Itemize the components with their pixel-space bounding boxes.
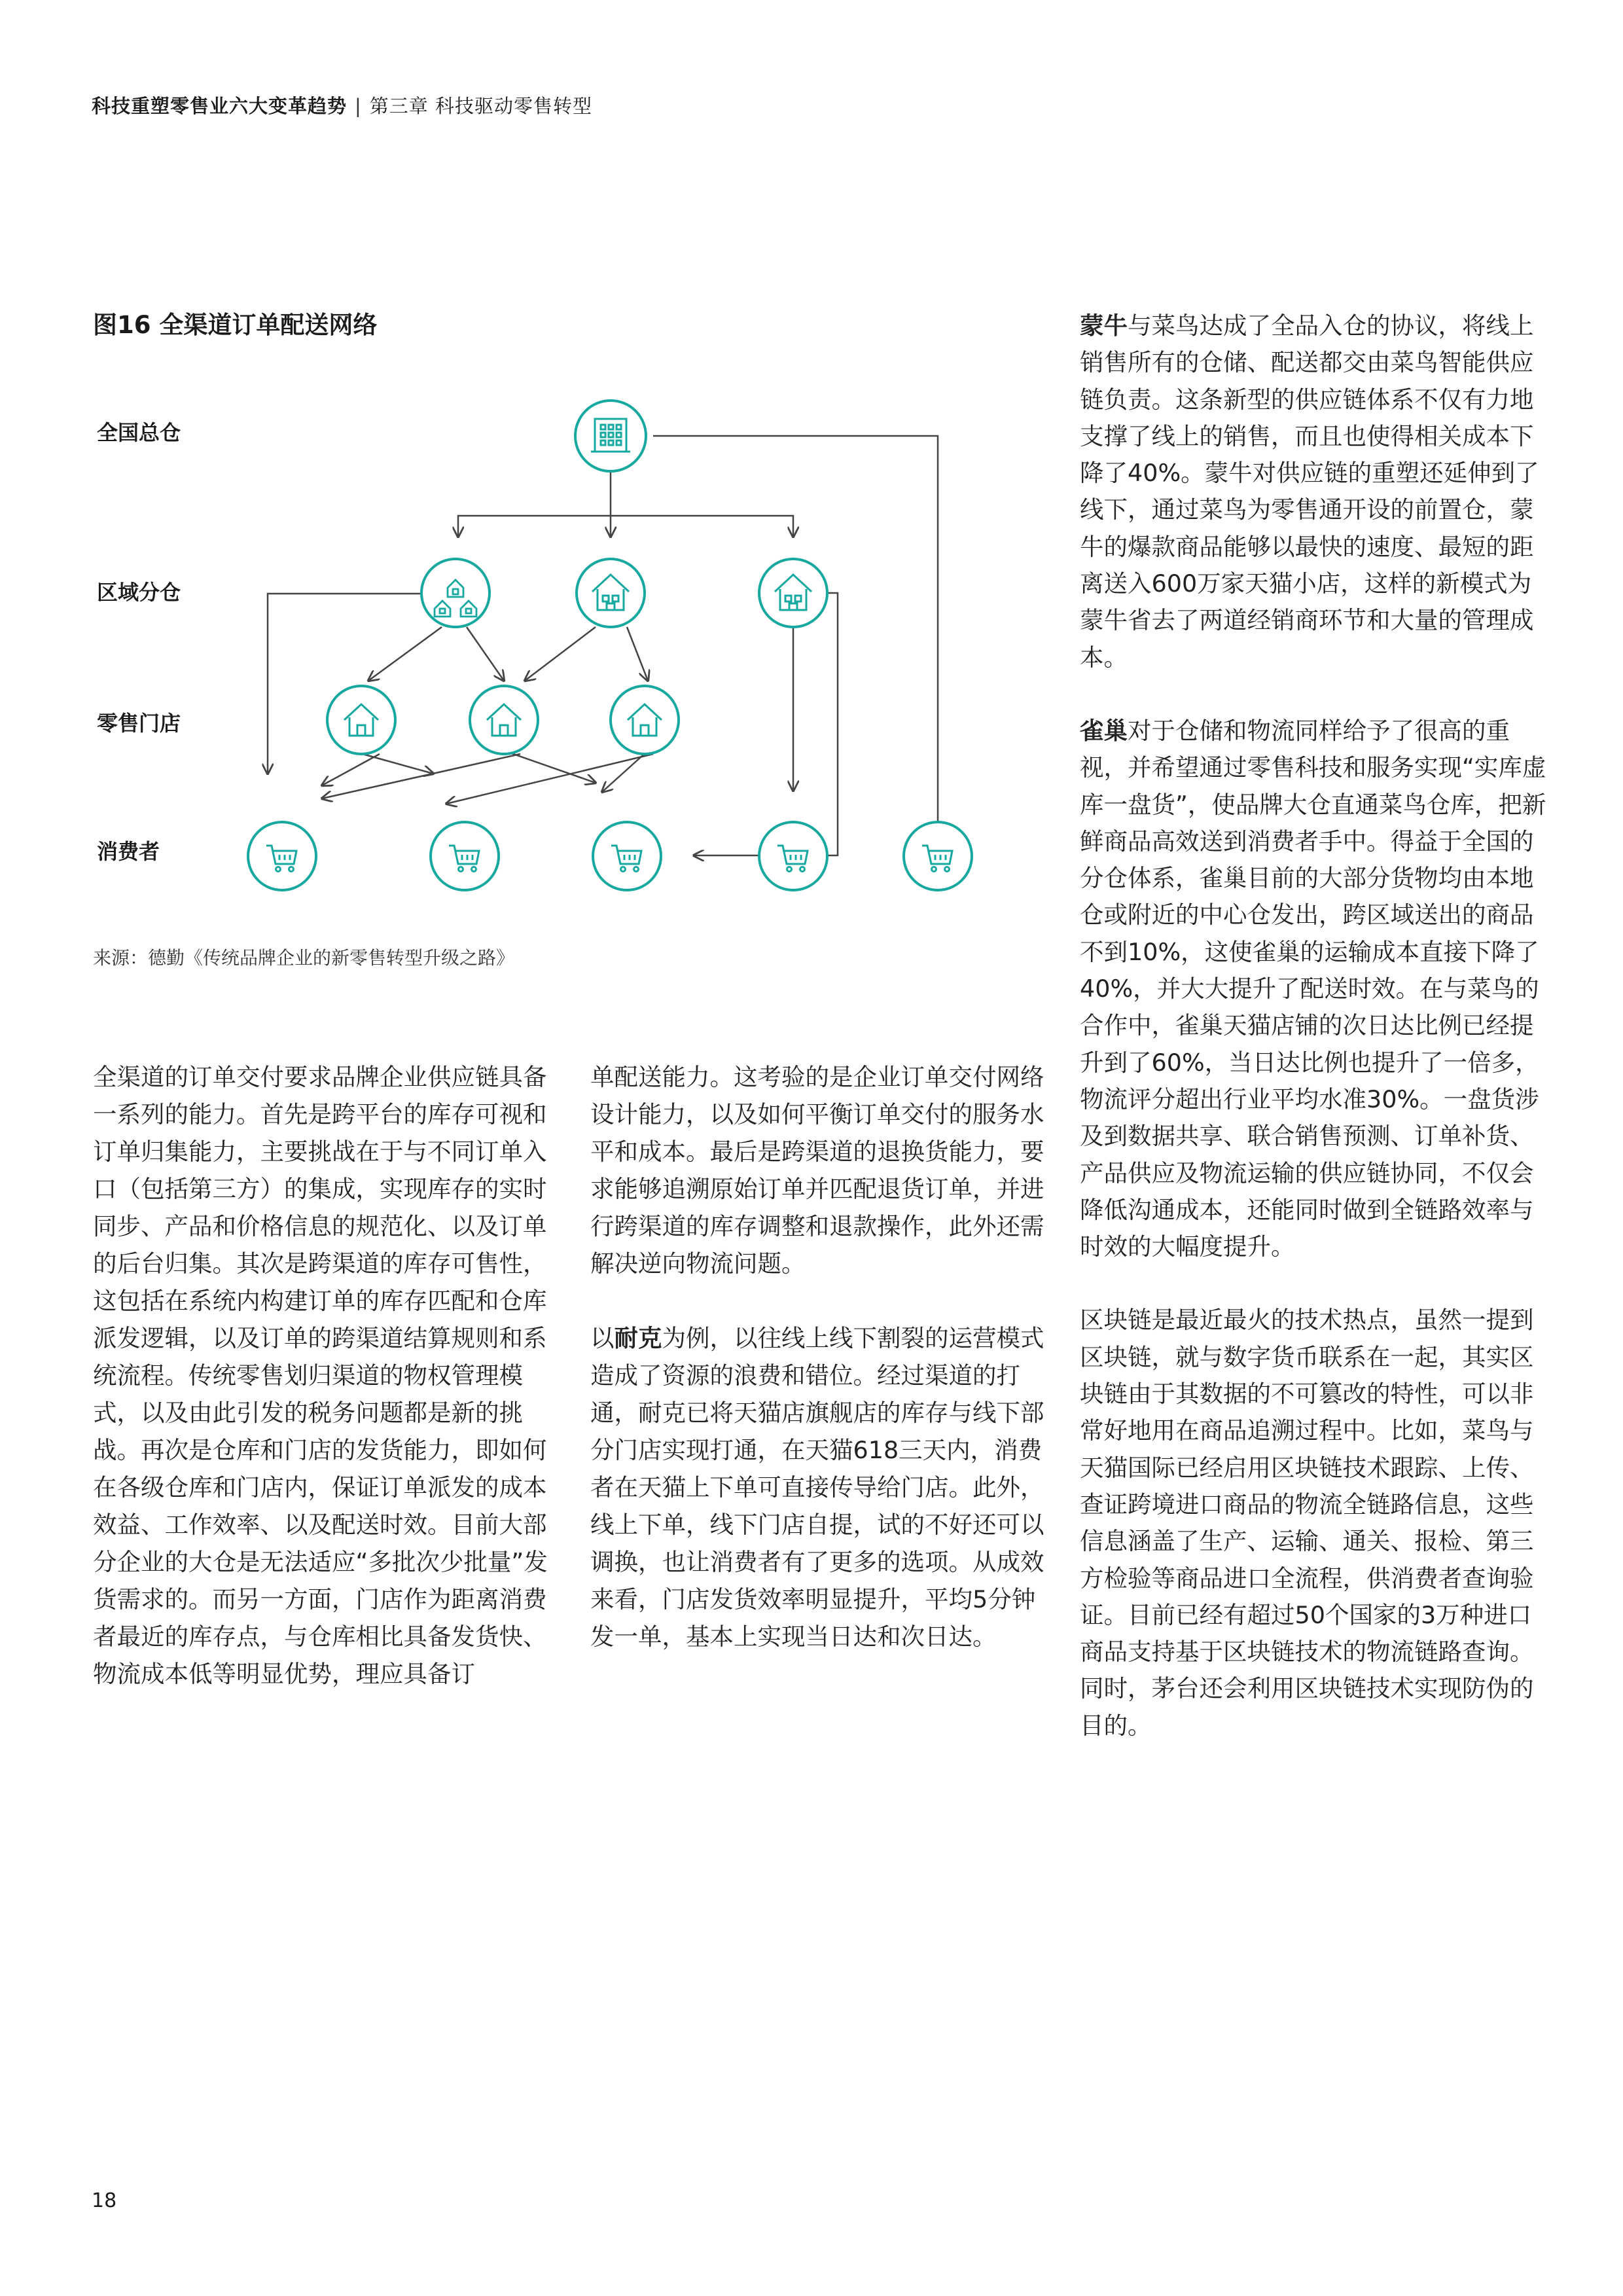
node-consumer-3 xyxy=(593,822,661,890)
node-consumer-2 xyxy=(431,822,499,890)
arrow-store3-to-consumer2 xyxy=(446,754,653,804)
arrow-regional1-to-store2 xyxy=(467,627,504,681)
nike-lead-text: 以 xyxy=(590,1324,615,1352)
page-number: 18 xyxy=(92,2189,117,2212)
nestle-case-text: 对于仓储和物流同样给予了很高的重视，并希望通过零售科技和服务实现“实库虚库一盘货”，使品牌大仓直通菜鸟仓库，把新鲜商品高效送到消费者手中。得益于全国的分仓体系，雀巢目前的大部分货物均由本地仓或附近的中心仓发出，跨区域送出的商品不到10%，这使雀巢的运输成本直接下降了40%，并大大提升了配送时效。在与菜鸟的合作中，雀巢天猫店铺的次日达比例已经提升到了60%，当日达比例也提升了一倍多，物流评分超出行业平均水准30%。一盘货涉及到数据共享、联合销售预测、订单补货、产品供应及物流运输的供应链协同，不仅会降低沟通成本，还能同时做到全链路效率与时效的大幅度提升。 xyxy=(1080,716,1546,1261)
figure-title: 图16 全渠道订单配送网络 xyxy=(93,311,378,339)
node-retail-store-1 xyxy=(327,686,395,754)
body-column-3 xyxy=(1080,308,1551,1781)
brand-name-mengniu: 蒙牛 xyxy=(1080,312,1128,340)
mengniu-case-text: 与菜鸟达成了全品入仓的协议，将线上销售所有的仓储、配送都交由菜鸟智能供应链负责。这条新型的供应链体系不仅有力地支撑了线上的销售，而且也使得相关成本下降了40%。蒙牛对供应链的重塑还延伸到了线下，通过菜鸟为零售通开设的前置仓，蒙牛的爆款商品能够以最快的速度、最短的距离送入600万家天猫小店，这样的新模式为蒙牛省去了两道经销商环节和大量的管理成本。 xyxy=(1080,312,1539,672)
arrow-national-to-consumer-5 xyxy=(653,436,938,834)
node-retail-store-3 xyxy=(611,686,679,754)
report-title: 科技重塑零售业六大变革趋势 xyxy=(92,95,348,117)
header-separator: | xyxy=(355,95,362,117)
running-header xyxy=(92,92,592,118)
level-label-store: 零售门店 xyxy=(97,711,181,736)
node-consumer-4 xyxy=(759,822,827,890)
paragraph-nestle-case xyxy=(1080,713,1551,1265)
level-label-regional: 区域分仓 xyxy=(97,580,181,605)
paragraph-omnichannel-capabilities: 全渠道的订单交付要求品牌企业供应链具备一系列的能力。首先是跨平台的库存可视和订单归集能力，主要挑战在于与不同订单入口（包括第三方）的集成，实现库存的实时同步、产品和价格信息的规范化、以及订单的后台归集。其次是跨渠道的库存可售性，这包括在系统内构建订单的库存匹配和仓库派发逻辑，以及订单的跨渠道结算规则和系统流程。传统零售划归渠道的物权管理模式，以及由此引发的税务问题都是新的挑战。再次是仓库和门店的发货能力，即如何在各级仓库和门店内，保证订单派发的成本效益、工作效率、以及配送时效。目前大部分企业的大仓是无法适应“多批次少批量”发货需求的。而另一方面，门店作为距离消费者最近的库存点，与仓库相比具备发货快、物流成本低等明显优势，理应具备订 xyxy=(93,1063,548,1688)
paragraph-order-delivery: 单配送能力。这考验的是企业订单交付网络设计能力，以及如何平衡订单交付的服务水平和成本。最后是跨渠道的退换货能力，要求能够追溯原始订单并匹配退货订单，并进行跨渠道的库存调整和退款操作，此外还需解决逆向物流问题。 xyxy=(590,1063,1044,1278)
level-label-national: 全国总仓 xyxy=(97,420,181,445)
level-label-consumer: 消费者 xyxy=(97,839,160,864)
node-consumer-1 xyxy=(248,822,316,890)
arrow-national-to-regional-right xyxy=(611,516,793,537)
node-regional-warehouse-3 xyxy=(759,559,827,627)
distribution-network-diagram xyxy=(85,367,1041,942)
paragraph-blockchain: 区块链是最近最火的技术热点，虽然一提到区块链，就与数字货币联系在一起，其实区块链由于其数据的不可篡改的特性，可以非常好地用在商品追溯过程中。比如，菜鸟与天猫国际已经启用区块链技术跟踪、上传、查证跨境进口商品的物流全链路信息，这些信息涵盖了生产、运输、通关、报检、第三方检验等商品进口全流程，供消费者查询验证。目前已经有超过50个国家的3万种进口商品支持基于区块链技术的物流链路查询。同时，茅台还会利用区块链技术实现防伪的目的。 xyxy=(1080,1306,1534,1740)
arrow-regional2-to-store3 xyxy=(627,627,648,681)
arrow-regional3-to-consumer-3 xyxy=(694,593,838,855)
figure-source: 来源：德勤《传统品牌企业的新零售转型升级之路》 xyxy=(93,947,515,969)
body-column-1 xyxy=(93,1058,551,1730)
arrow-national-to-regional-left xyxy=(458,516,611,537)
node-regional-warehouse-2 xyxy=(577,559,645,627)
brand-name-nestle: 雀巢 xyxy=(1080,716,1128,745)
node-consumer-5 xyxy=(904,822,972,890)
arrow-store2-to-consumer1 xyxy=(322,754,520,798)
arrow-store1-to-consumer1 xyxy=(322,754,380,785)
brand-name-nike: 耐克 xyxy=(614,1324,662,1352)
node-national-warehouse xyxy=(575,401,646,471)
node-regional-warehouse-1 xyxy=(421,559,490,627)
paragraph-mengniu-case xyxy=(1080,308,1551,676)
arrow-regional2-to-store2 xyxy=(525,627,596,681)
arrow-regional1-to-store1 xyxy=(368,627,442,681)
chapter-title: 第三章 科技驱动零售转型 xyxy=(369,95,593,117)
node-retail-store-2 xyxy=(470,686,538,754)
nike-case-text: 为例，以往线上线下割裂的运营模式造成了资源的浪费和错位。经过渠道的打通，耐克已将天猫店旗舰店的库存与线下部分门店实现打通，在天猫618三天内，消费者在天猫上下单可直接传导给门店。此外，线上下单，线下门店自提，试的不好还可以调换，也让消费者有了更多的选项。从成效来看，门店发货效率明显提升，平均5分钟发一单，基本上实现当日达和次日达。 xyxy=(590,1324,1044,1651)
body-column-2 xyxy=(590,1058,1048,1693)
arrow-store2-to-consumer3 xyxy=(504,751,596,783)
connector-lines xyxy=(268,436,938,855)
paragraph-nike-case xyxy=(590,1319,1048,1655)
